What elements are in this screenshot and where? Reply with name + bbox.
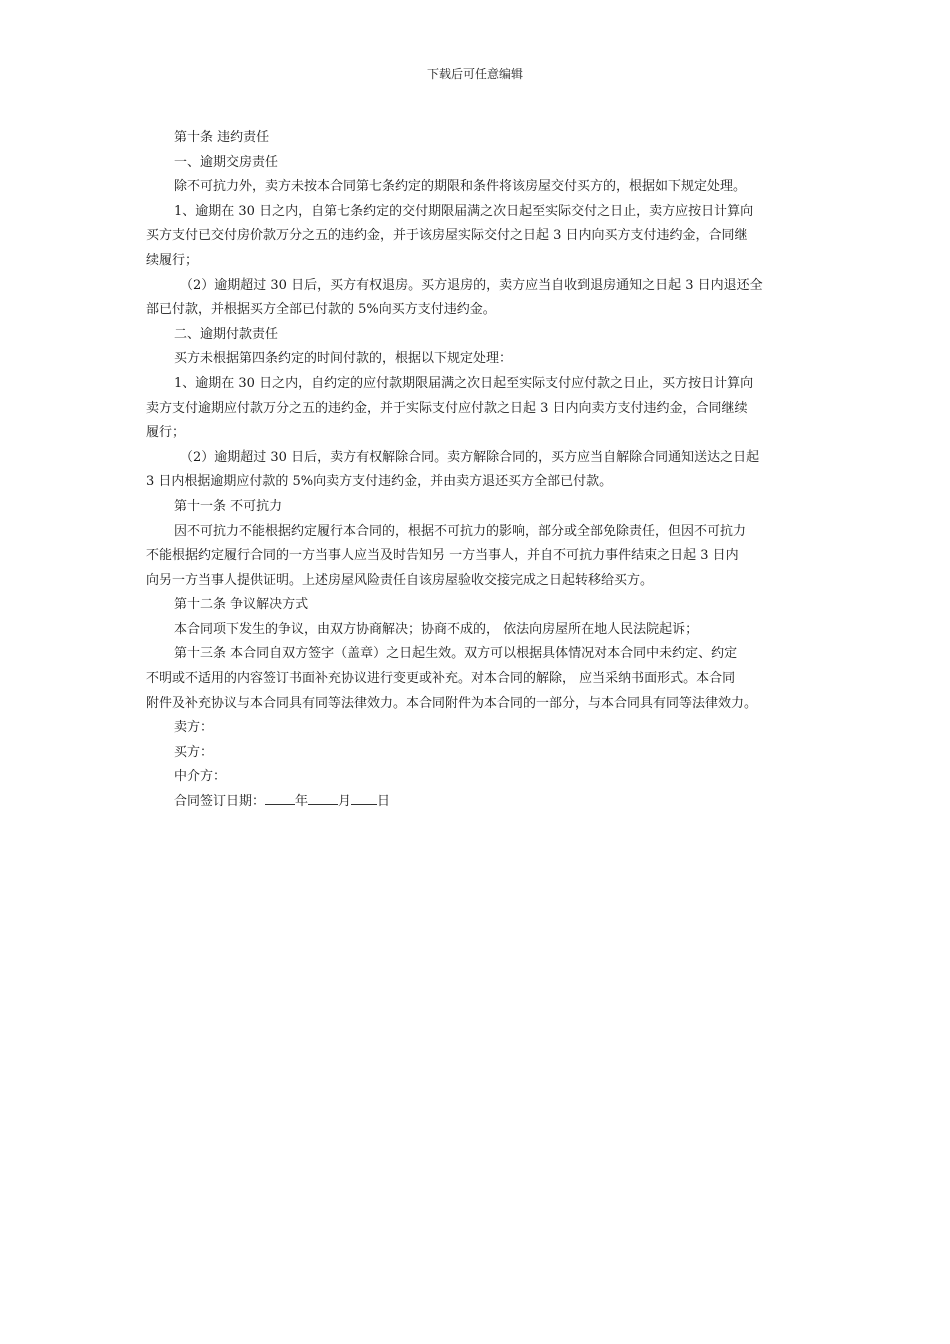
paragraph-line: 向另一方当事人提供证明。上述房屋风险责任自该房屋验收交接完成之日起转移给买方。 [146, 572, 654, 588]
day-blank [351, 790, 377, 805]
paragraph-line: （2）逾期超过 30 日后，买方有权退房。买方退房的，卖方应当自收到退房通知之日起 3 日内退还全 [180, 277, 763, 293]
paragraph-line: 履行； [146, 425, 186, 441]
paragraph-line: 续履行； [146, 252, 199, 268]
header-note: 下载后可任意编辑 [426, 67, 523, 81]
paragraph-line: 本合同项下发生的争议，由双方协商解决；协商不成的， 依法向房屋所在地人民法院起诉； [174, 621, 699, 637]
paragraph-line: 卖方支付逾期应付款万分之五的违约金，并于实际支付应付款之日起 3 日内向卖方支付违约金，合同继续 [146, 400, 748, 416]
section-late-payment-heading: 二、逾期付款责任 [174, 326, 279, 342]
paragraph-line: 不明或不适用的内容签订书面补充协议进行变更或补充。对本合同的解除， 应当采纳书面形式。本合同 [146, 671, 736, 687]
paragraph-line: 1、逾期在 30 日之内，自约定的应付款期限届满之次日起至实际支付应付款之日止，买方按日计算向 [174, 375, 754, 391]
article-11-heading: 第十一条 不可抗力 [174, 498, 283, 514]
paragraph-line: 买方支付已交付房价款万分之五的违约金，并于该房屋实际交付之日起 3 日内向买方支付违约金，合同继 [146, 228, 748, 244]
paragraph-line: 3 日内根据逾期应付款的 5%向卖方支付违约金，并由卖方退还买方全部已付款。 [146, 474, 613, 490]
month-label: 月 [338, 794, 352, 810]
seller-signature-label: 卖方： [174, 720, 214, 736]
paragraph-line: 附件及补充协议与本合同具有同等法律效力。本合同附件为本合同的一部分，与本合同具有同等法律效力。 [146, 695, 758, 711]
paragraph-line: 1、逾期在 30 日之内，自第七条约定的交付期限届满之次日起至实际交付之日止，卖方应按日计算向 [174, 203, 754, 219]
month-blank [308, 790, 338, 805]
paragraph-line: 不能根据约定履行合同的一方当事人应当及时告知另 一方当事人，并自不可抗力事件结束之日起 3 日内 [146, 548, 739, 564]
paragraph-line: 部已付款，并根据买方全部已付款的 5%向买方支付违约金。 [146, 302, 496, 318]
buyer-signature-label: 买方： [174, 744, 214, 760]
article-10-heading: 第十条 违约责任 [174, 130, 270, 145]
paragraph-line: 除不可抗力外，卖方未按本合同第七条约定的期限和条件将该房屋交付买方的，根据如下规定处理。 [174, 179, 747, 195]
year-blank [265, 790, 295, 805]
year-label: 年 [295, 794, 309, 810]
paragraph-line: （2）逾期超过 30 日后，卖方有权解除合同。卖方解除合同的，买方应当自解除合同通知送达之日起 [180, 449, 760, 465]
paragraph-line: 因不可抗力不能根据约定履行本合同的，根据不可抗力的影响，部分或全部免除责任，但因不可抗力 [174, 523, 747, 539]
agent-signature-label: 中介方： [174, 769, 227, 785]
contract-body [146, 126, 816, 815]
section-late-delivery-heading: 一、逾期交房责任 [174, 154, 279, 170]
article-12-heading: 第十二条 争议解决方式 [174, 597, 309, 613]
day-label: 日 [377, 794, 391, 810]
signing-date-label: 合同签订日期： [174, 794, 266, 810]
article-13-line: 第十三条 本合同自双方签字（盖章）之日起生效。双方可以根据具体情况对本合同中未约定、约定 [174, 646, 738, 662]
signing-date-line [146, 790, 816, 815]
paragraph-line: 买方未根据第四条约定的时间付款的，根据以下规定处理： [174, 351, 513, 367]
